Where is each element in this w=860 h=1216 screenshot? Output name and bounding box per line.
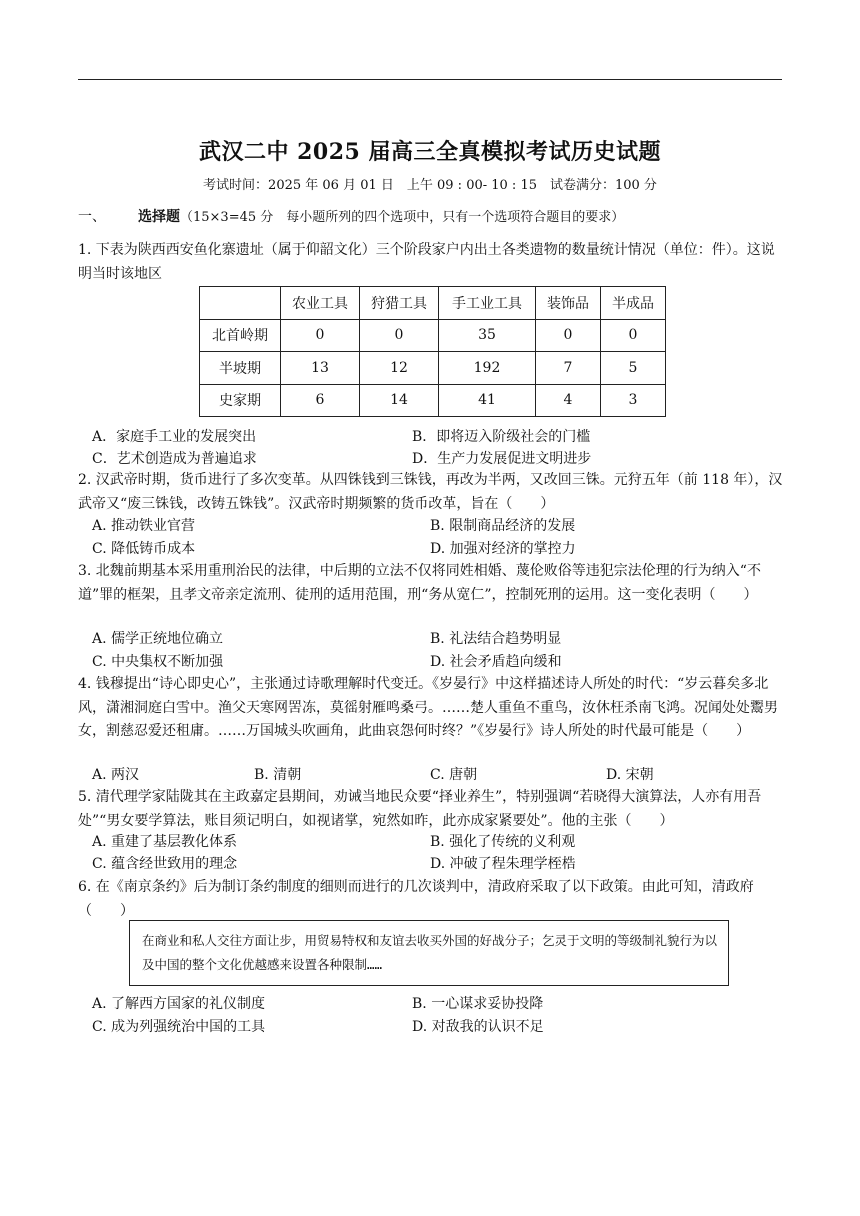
q1-option-b: B．即将迈入阶级社会的门槛 bbox=[412, 429, 591, 445]
q4-option-d: D. 宋朝 bbox=[606, 767, 654, 783]
q3-option-a: A. 儒学正统地位确立 bbox=[92, 631, 224, 647]
table-cell: 4 bbox=[536, 384, 601, 417]
table-header-cell bbox=[200, 287, 281, 320]
table-cell: 7 bbox=[536, 352, 601, 385]
question-3-stem: 3. 北魏前期基本采用重刑治民的法律，中后期的立法不仅将同姓相婚、蔑伦败俗等违犯宗法伦理的行为纳入“不道”罪的框架，且孝文帝亲定流刑、徒刑的适用范围，刑“务从宽仁”，控制死刑的运用。这一变化表明（ ） bbox=[78, 563, 761, 603]
question-4-stem: 4. 钱穆提出“诗心即史心”，主张通过诗歌理解时代变迁。《岁晏行》中这样描述诗人所处的时代：“岁云暮矣多北风，潇湘洞庭白雪中。渔父天寒网罟冻，莫徭射雁鸣桑弓。……楚人重鱼不重鸟，汝休枉杀南飞鸿。况闻处处鬻男女，割慈忍爱还租庸。……万国城头吹画角，此曲哀怨何时终？”《岁晏行》诗人所处的时代最可能是（ ） bbox=[78, 676, 778, 739]
table-cell: 半坡期 bbox=[200, 352, 281, 385]
q5-option-a: A. 重建了基层教化体系 bbox=[92, 834, 238, 850]
table-cell: 0 bbox=[601, 319, 666, 352]
q2-option-b: B. 限制商品经济的发展 bbox=[430, 518, 576, 534]
artifact-table bbox=[199, 286, 666, 417]
section-note: （15×3=45 分 每小题所列的四个选项中，只有一个选项符合题目的要求） bbox=[180, 210, 625, 225]
q1-option-d: D．生产力发展促进文明进步 bbox=[412, 451, 592, 467]
q3-option-b: B. 礼法结合趋势明显 bbox=[430, 631, 562, 647]
table-cell: 6 bbox=[281, 384, 360, 417]
q6-option-d: D. 对敌我的认识不足 bbox=[412, 1019, 544, 1035]
q2-option-a: A. 推动铁业官营 bbox=[92, 518, 196, 534]
question-2-stem: 2. 汉武帝时期，货币进行了多次变革。从四铢钱到三铢钱，再改为半两，又改回三铢。元狩五年（前 118 年），汉武帝又“废三铢钱，改铸五铢钱”。汉武帝时期频繁的货币改革，旨在（ ） bbox=[78, 472, 783, 512]
table-cell: 192 bbox=[439, 352, 536, 385]
table-cell: 0 bbox=[536, 319, 601, 352]
table-cell: 史家期 bbox=[200, 384, 281, 417]
q4-option-b: B. 清朝 bbox=[254, 767, 302, 783]
table-cell: 35 bbox=[439, 319, 536, 352]
q6-option-b: B. 一心谋求妥协投降 bbox=[412, 996, 544, 1012]
exam-info: 考试时间：2025 年 06 月 01 日 上午 09 : 00- 10 : 15 试卷满分：100 分 bbox=[203, 178, 657, 193]
q4-option-c: C. 唐朝 bbox=[430, 767, 478, 783]
q4-option-a: A. 两汉 bbox=[92, 767, 140, 783]
quote-box: 在商业和私人交往方面让步，用贸易特权和友谊去收买外国的好战分子；乞灵于文明的等级制礼貌行为以及中国的整个文化优越感来设置各种限制…… bbox=[129, 920, 729, 986]
question-6-stem: 6. 在《南京条约》后为制订条约制度的细则而进行的几次谈判中，清政府采取了以下政策。由此可知，清政府（ ） bbox=[78, 879, 754, 919]
section-heading bbox=[78, 206, 624, 229]
table-header-cell: 手工业工具 bbox=[439, 287, 536, 320]
q5-option-d: D. 冲破了程朱理学桎梏 bbox=[430, 856, 576, 872]
table-cell: 13 bbox=[281, 352, 360, 385]
question-5-stem: 5. 清代理学家陆陇其在主政嘉定县期间，劝诫当地民众要“择业养生”，特别强调“若晓得大演算法，人亦有用吾处”“男女要学算法，账目须记明白，如视诸掌，宛然如昨，此亦成家紧要处”。他的主张（ ） bbox=[78, 789, 762, 829]
exam-title: 武汉二中 2025 届高三全真模拟考试历史试题 bbox=[198, 139, 662, 165]
table-row bbox=[200, 319, 666, 352]
table-cell: 北首岭期 bbox=[200, 319, 281, 352]
q1-option-c: C．艺术创造成为普遍追求 bbox=[92, 451, 257, 467]
table-header-cell: 农业工具 bbox=[281, 287, 360, 320]
table-cell: 12 bbox=[360, 352, 439, 385]
header-rule bbox=[78, 79, 782, 80]
q2-option-d: D. 加强对经济的掌控力 bbox=[430, 541, 576, 557]
q2-option-c: C. 降低铸币成本 bbox=[92, 541, 196, 557]
table-header-cell: 狩猎工具 bbox=[360, 287, 439, 320]
table-cell: 41 bbox=[439, 384, 536, 417]
section-number: 一、 bbox=[78, 209, 106, 225]
table-header-cell: 装饰品 bbox=[536, 287, 601, 320]
section-title: 选择题 bbox=[138, 209, 180, 225]
q5-option-c: C. 蕴含经世致用的理念 bbox=[92, 856, 238, 872]
q5-option-b: B. 强化了传统的义利观 bbox=[430, 834, 576, 850]
table-header-cell: 半成品 bbox=[601, 287, 666, 320]
q3-option-c: C. 中央集权不断加强 bbox=[92, 654, 224, 670]
q1-option-a: A．家庭手工业的发展突出 bbox=[92, 429, 257, 445]
table-cell: 3 bbox=[601, 384, 666, 417]
q6-option-a: A. 了解西方国家的礼仪制度 bbox=[92, 996, 266, 1012]
table-cell: 0 bbox=[281, 319, 360, 352]
question-1-stem: 1. 下表为陕西西安鱼化寨遗址（属于仰韶文化）三个阶段家户内出土各类遗物的数量统计情况（单位：件）。这说明当时该地区 bbox=[78, 242, 775, 282]
q3-option-d: D. 社会矛盾趋向缓和 bbox=[430, 654, 562, 670]
table-row bbox=[200, 352, 666, 385]
table-cell: 14 bbox=[360, 384, 439, 417]
table-cell: 5 bbox=[601, 352, 666, 385]
table-row bbox=[200, 384, 666, 417]
table-header-row bbox=[200, 287, 666, 320]
q6-option-c: C. 成为列强统治中国的工具 bbox=[92, 1019, 266, 1035]
table-cell: 0 bbox=[360, 319, 439, 352]
